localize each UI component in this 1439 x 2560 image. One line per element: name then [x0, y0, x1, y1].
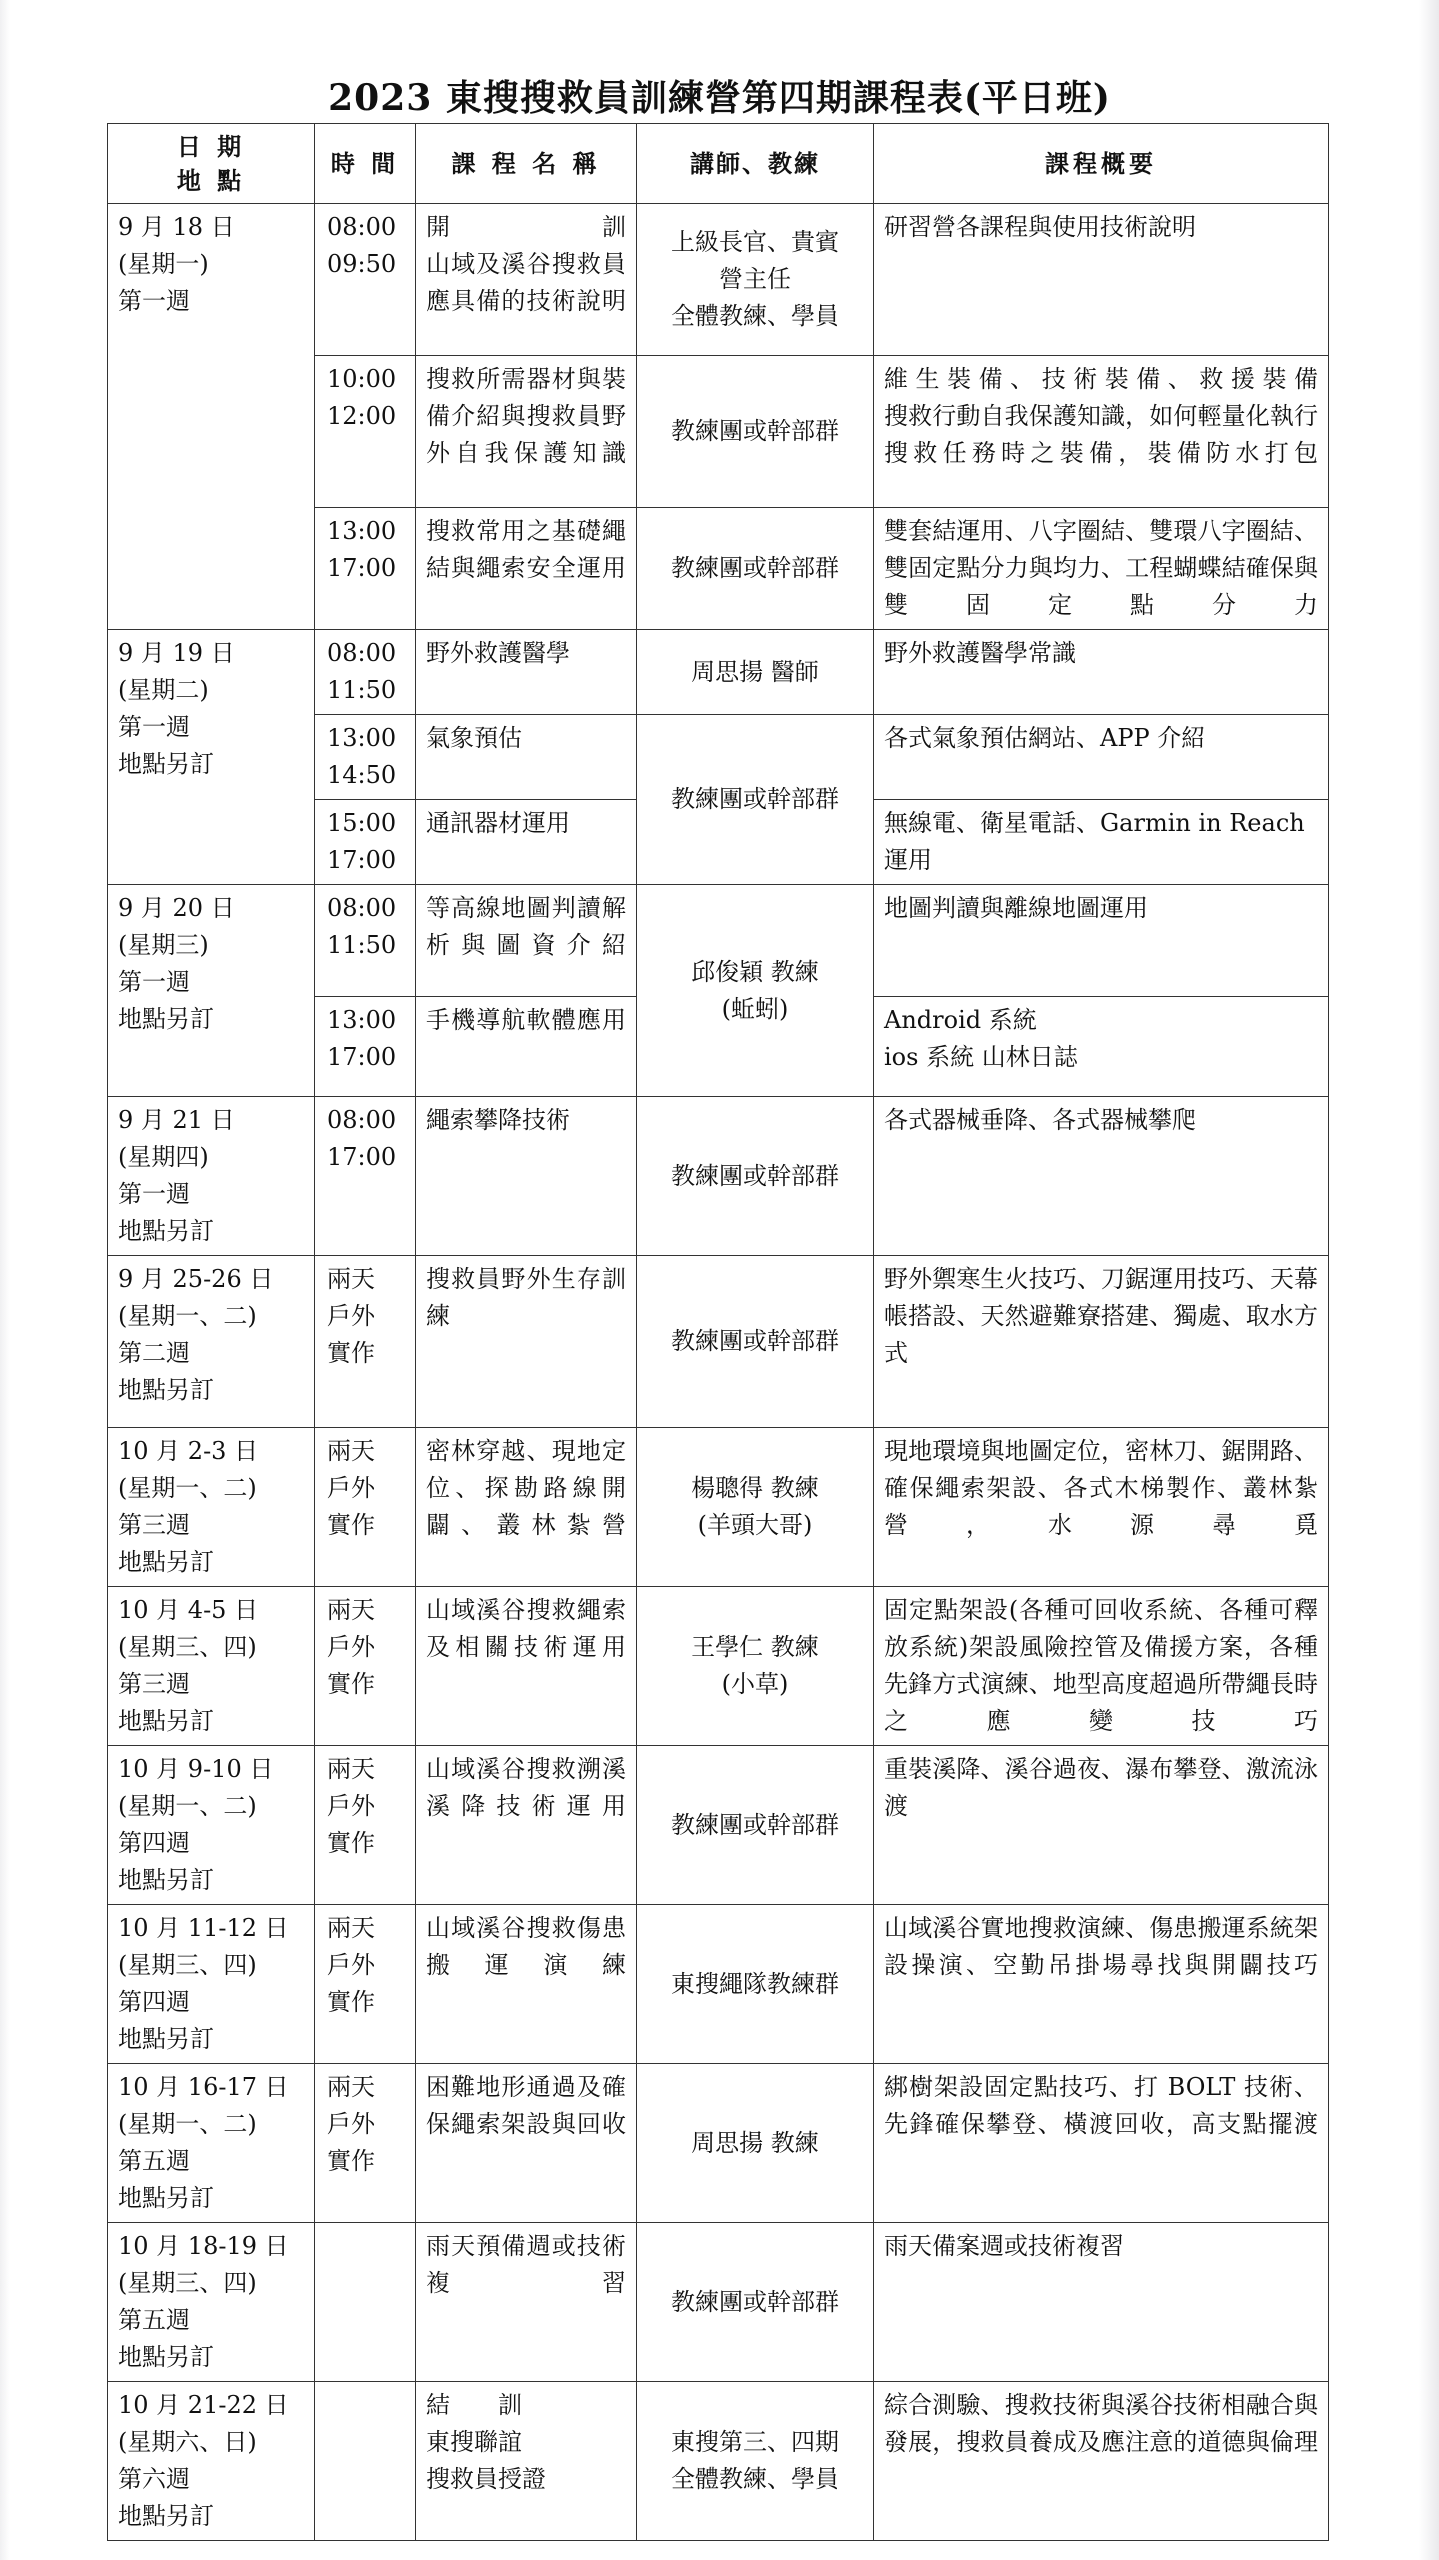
time-cell: 兩天 戶外 實作: [315, 1905, 416, 2064]
header-instructor: 講師、教練: [637, 124, 874, 204]
table-row: [108, 1746, 1329, 1905]
table-row: [108, 2223, 1329, 2382]
course-cell: 等高線地圖判讀解析與圖資介紹: [416, 885, 637, 997]
instructor-cell: 周思揚 醫師: [637, 630, 874, 715]
summary-cell: 維生裝備、技術裝備、救援裝備 搜救行動自我保護知識，如何輕量化執行搜救任務時之裝備，裝備防水打包: [874, 356, 1329, 508]
date-cell: 10 月 16-17 日 (星期一、二) 第五週 地點另訂: [108, 2064, 315, 2223]
table-row: [108, 2064, 1329, 2223]
page-edge-right: [1419, 0, 1439, 2560]
date-cell: 10 月 21-22 日 (星期六、日) 第六週 地點另訂: [108, 2382, 315, 2541]
course-cell: 雨天預備週或技術複習: [416, 2223, 637, 2382]
course-cell: 結 訓 東搜聯誼 搜救員授證: [416, 2382, 637, 2541]
table-header-row: [108, 124, 1329, 204]
time-cell: 13:00 14:50: [315, 715, 416, 800]
summary-cell: Android 系統 ios 系統 山林日誌: [874, 997, 1329, 1097]
instructor-cell: 教練團或幹部群: [637, 1256, 874, 1428]
course-cell: 山域溪谷搜救繩索及相關技術運用: [416, 1587, 637, 1746]
summary-cell: 各式器械垂降、各式器械攀爬: [874, 1097, 1329, 1256]
date-cell: 10 月 4-5 日 (星期三、四) 第三週 地點另訂: [108, 1587, 315, 1746]
instructor-cell: 邱俊穎 教練 (蚯蚓): [637, 885, 874, 1097]
time-cell: 兩天 戶外 實作: [315, 1746, 416, 1905]
summary-cell: 綜合測驗、搜救技術與溪谷技術相融合與發展，搜救員養成及應注意的道德與倫理: [874, 2382, 1329, 2541]
summary-cell: 雨天備案週或技術複習: [874, 2223, 1329, 2382]
instructor-cell: 周思揚 教練: [637, 2064, 874, 2223]
time-cell: [315, 2382, 416, 2541]
header-time: 時 間: [315, 124, 416, 204]
page-edge-left: [0, 0, 10, 2560]
summary-cell: 山域溪谷實地搜救演練、傷患搬運系統架設操演、空勤吊掛場尋找與開闢技巧: [874, 1905, 1329, 2064]
table-row: [108, 1905, 1329, 2064]
date-cell: 9 月 20 日 (星期三) 第一週 地點另訂: [108, 885, 315, 1097]
time-cell: [315, 2223, 416, 2382]
header-date-place: 日 期 地 點: [108, 124, 315, 204]
summary-cell: 研習營各課程與使用技術說明: [874, 204, 1329, 356]
time-cell: 08:00 09:50: [315, 204, 416, 356]
instructor-cell: 上級長官、貴賓 營主任 全體教練、學員: [637, 204, 874, 356]
time-cell: 13:00 17:00: [315, 997, 416, 1097]
schedule-table: [107, 123, 1329, 2541]
instructor-cell: 教練團或幹部群: [637, 1097, 874, 1256]
table-row: [108, 630, 1329, 715]
summary-cell: 無線電、衛星電話、Garmin in Reach 運用: [874, 800, 1329, 885]
table-row: [108, 885, 1329, 997]
table-row: [108, 1428, 1329, 1587]
table-row: [108, 1097, 1329, 1256]
summary-cell: 固定點架設(各種可回收系統、各種可釋放系統)架設風險控管及備援方案，各種先鋒方式演練、地型高度超過所帶繩長時之應變技巧: [874, 1587, 1329, 1746]
table-row: [108, 204, 1329, 356]
course-cell: 搜救常用之基礎繩結與繩索安全運用: [416, 508, 637, 630]
instructor-cell: 王學仁 教練 (小草): [637, 1587, 874, 1746]
date-cell: 10 月 18-19 日 (星期三、四) 第五週 地點另訂: [108, 2223, 315, 2382]
time-cell: 兩天 戶外 實作: [315, 2064, 416, 2223]
course-cell: 繩索攀降技術: [416, 1097, 637, 1256]
time-cell: 08:00 17:00: [315, 1097, 416, 1256]
date-cell: 10 月 11-12 日 (星期三、四) 第四週 地點另訂: [108, 1905, 315, 2064]
time-cell: 08:00 11:50: [315, 630, 416, 715]
time-cell: 13:00 17:00: [315, 508, 416, 630]
instructor-cell: 教練團或幹部群: [637, 356, 874, 508]
course-cell: 野外救護醫學: [416, 630, 637, 715]
table-row: [108, 1256, 1329, 1428]
summary-cell: 各式氣象預估網站、APP 介紹: [874, 715, 1329, 800]
instructor-cell: 教練團或幹部群: [637, 2223, 874, 2382]
table-row: [108, 2382, 1329, 2541]
instructor-cell: 教練團或幹部群: [637, 1746, 874, 1905]
course-cell: 困難地形通過及確保繩索架設與回收: [416, 2064, 637, 2223]
course-cell: 山域溪谷搜救傷患搬運演練: [416, 1905, 637, 2064]
instructor-cell: 東搜繩隊教練群: [637, 1905, 874, 2064]
date-cell: 9 月 21 日 (星期四) 第一週 地點另訂: [108, 1097, 315, 1256]
summary-cell: 雙套結運用、八字圈結、雙環八字圈結、雙固定點分力與均力、工程蝴蝶結確保與雙固定點分力: [874, 508, 1329, 630]
time-cell: 兩天 戶外 實作: [315, 1587, 416, 1746]
page-title: 2023 東搜搜救員訓練營第四期課程表(平日班): [328, 77, 1111, 119]
course-cell: 氣象預估: [416, 715, 637, 800]
summary-cell: 野外禦寒生火技巧、刀鋸運用技巧、天幕帳搭設、天然避難寮搭建、獨處、取水方式: [874, 1256, 1329, 1428]
course-cell: 搜救所需器材與裝備介紹與搜救員野外自我保護知識: [416, 356, 637, 508]
instructor-cell: 教練團或幹部群: [637, 508, 874, 630]
time-cell: 兩天 戶外 實作: [315, 1428, 416, 1587]
course-cell: 手機導航軟體應用: [416, 997, 637, 1097]
date-cell: 9 月 19 日 (星期二) 第一週 地點另訂: [108, 630, 315, 885]
summary-cell: 現地環境與地圖定位，密林刀、鋸開路、確保繩索架設、各式木梯製作、叢林紮營，水源尋覓: [874, 1428, 1329, 1587]
summary-cell: 地圖判讀與離線地圖運用: [874, 885, 1329, 997]
date-cell: 9 月 25-26 日 (星期一、二) 第二週 地點另訂: [108, 1256, 315, 1428]
summary-cell: 重裝溪降、溪谷過夜、瀑布攀登、激流泳渡: [874, 1746, 1329, 1905]
instructor-cell: 東搜第三、四期 全體教練、學員: [637, 2382, 874, 2541]
time-cell: 15:00 17:00: [315, 800, 416, 885]
course-cell: 通訊器材運用: [416, 800, 637, 885]
summary-cell: 野外救護醫學常識: [874, 630, 1329, 715]
course-cell: 開 訓 山域及溪谷搜救員應具備的技術說明: [416, 204, 637, 356]
course-cell: 山域溪谷搜救溯溪溪降技術運用: [416, 1746, 637, 1905]
instructor-cell: 楊聰得 教練 (羊頭大哥): [637, 1428, 874, 1587]
summary-cell: 綁樹架設固定點技巧、打 BOLT 技術、先鋒確保攀登、橫渡回收，高支點擺渡: [874, 2064, 1329, 2223]
time-cell: 兩天 戶外 實作: [315, 1256, 416, 1428]
course-cell: 搜救員野外生存訓練: [416, 1256, 637, 1428]
date-cell: 10 月 9-10 日 (星期一、二) 第四週 地點另訂: [108, 1746, 315, 1905]
course-cell: 密林穿越、現地定位、探勘路線開闢、叢林紮營: [416, 1428, 637, 1587]
instructor-cell: 教練團或幹部群: [637, 715, 874, 885]
table-row: [108, 1587, 1329, 1746]
time-cell: 10:00 12:00: [315, 356, 416, 508]
time-cell: 08:00 11:50: [315, 885, 416, 997]
header-course: 課 程 名 稱: [416, 124, 637, 204]
header-summary: 課程概要: [874, 124, 1329, 204]
date-cell: 10 月 2-3 日 (星期一、二) 第三週 地點另訂: [108, 1428, 315, 1587]
date-cell: 9 月 18 日 (星期一) 第一週: [108, 204, 315, 630]
